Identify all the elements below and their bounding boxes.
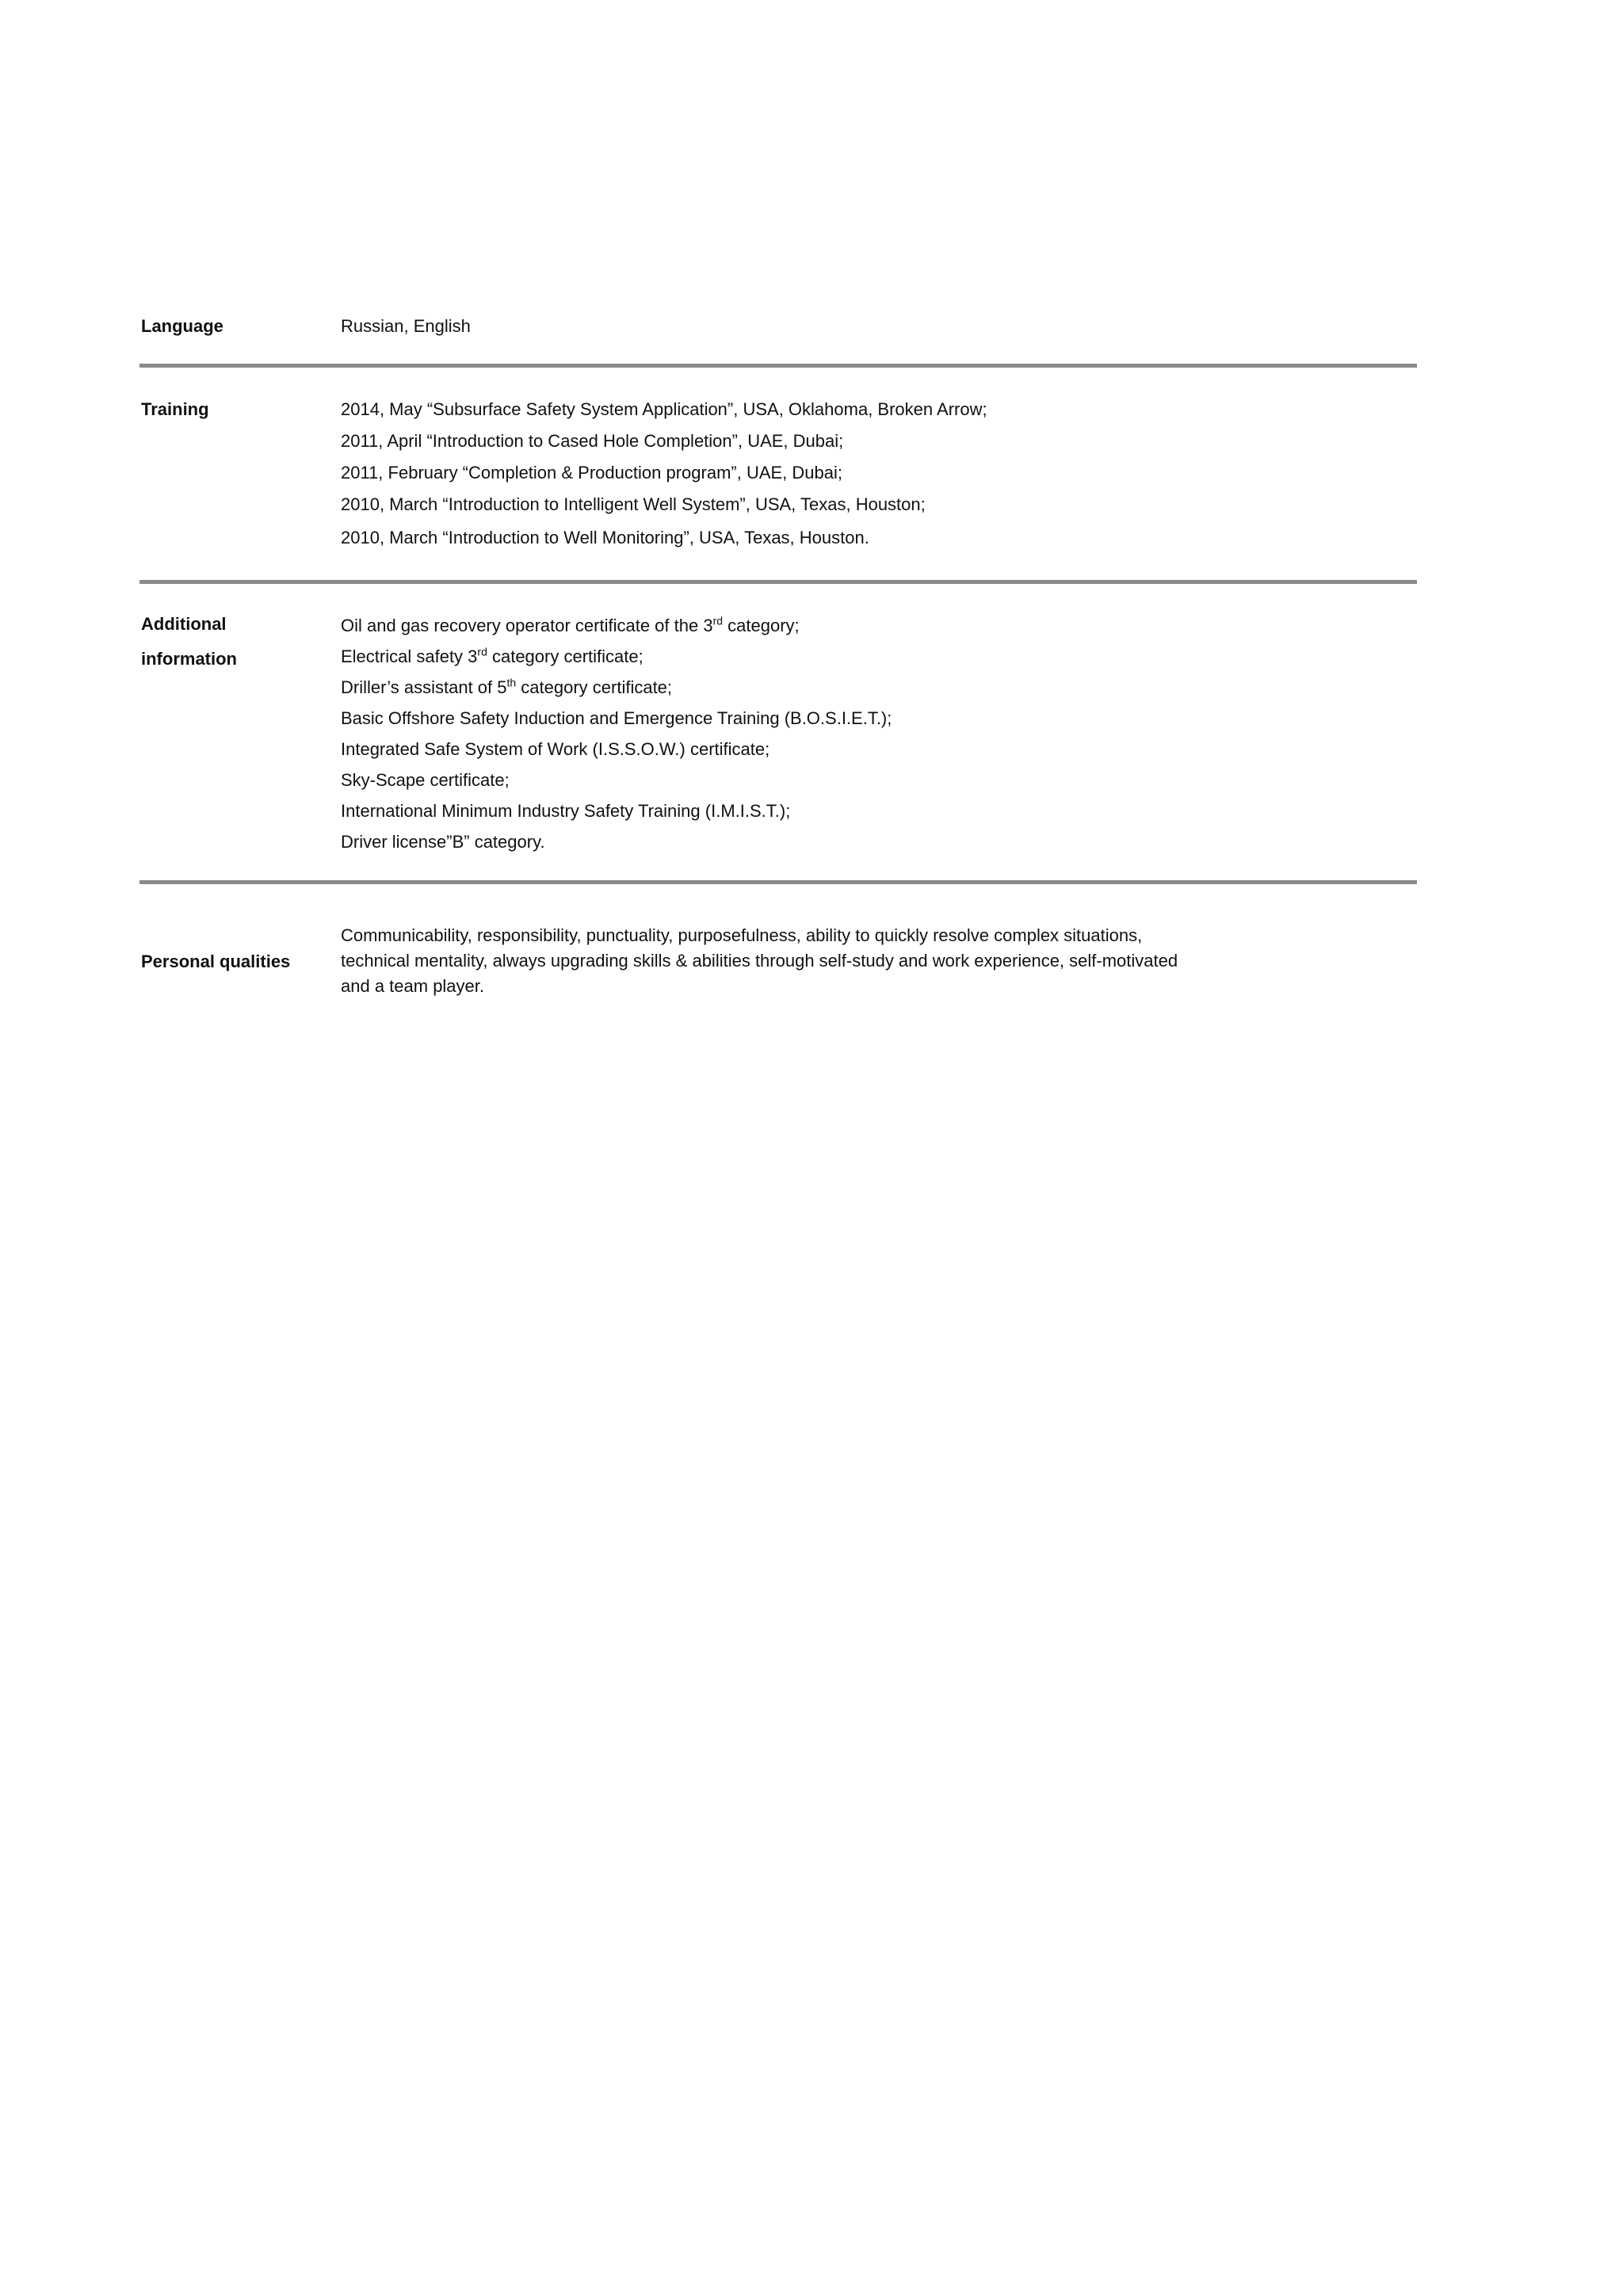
- training-list: [341, 394, 1371, 554]
- additional-item-bosiet: Basic Offshore Safety Induction and Emergence Training (B.O.S.I.E.T.);: [341, 708, 892, 728]
- ordinal-suffix: th: [506, 676, 517, 689]
- additional-label-line1: Additional: [141, 614, 227, 634]
- additional-item-electrical-safety: [341, 641, 1371, 672]
- personal-qualities-line: Communicability, responsibility, punctuality, purposefulness, ability to quickly resolve complex situations,: [341, 925, 1143, 945]
- personal-qualities-label: Personal qualities: [141, 952, 291, 971]
- additional-item-text: Driller’s assistant of 5: [341, 677, 507, 697]
- personal-qualities-text: [341, 923, 1371, 999]
- training-item: 2010, March “Introduction to Intelligent Well System”, USA, Texas, Houston;: [341, 494, 926, 514]
- personal-qualities-line: technical mentality, always upgrading skills & abilities through self-study and work experience, self-motivated: [341, 951, 1178, 971]
- additional-item-driver-license: Driver license”B” category.: [341, 832, 545, 852]
- training-item: 2010, March “Introduction to Well Monitoring”, USA, Texas, Houston.: [341, 528, 869, 547]
- divider-additional: [139, 880, 1417, 884]
- additional-item-operator-cert: [341, 610, 1371, 641]
- training-label: Training: [141, 399, 209, 419]
- divider-language: [139, 364, 1417, 368]
- ordinal-suffix: rd: [477, 645, 487, 658]
- additional-label-line2: information: [141, 649, 237, 669]
- language-value: Russian, English: [341, 316, 471, 336]
- additional-item-text: Oil and gas recovery operator certificate of the 3: [341, 616, 713, 635]
- language-label: Language: [141, 316, 223, 336]
- training-item: 2014, May “Subsurface Safety System Application”, USA, Oklahoma, Broken Arrow;: [341, 399, 987, 419]
- ordinal-suffix: rd: [712, 614, 724, 627]
- additional-list: [341, 610, 1371, 857]
- additional-item-issow: Integrated Safe System of Work (I.S.S.O.W.) certificate;: [341, 739, 770, 759]
- divider-training: [139, 580, 1417, 584]
- personal-qualities-line: and a team player.: [341, 976, 485, 996]
- additional-item-drillers-assistant: [341, 672, 1371, 703]
- additional-item-text: category;: [723, 616, 800, 635]
- additional-item-text: category certificate;: [487, 646, 643, 666]
- additional-item-text: category certificate;: [516, 677, 673, 697]
- additional-item-imist: International Minimum Industry Safety Training (I.M.I.S.T.);: [341, 801, 791, 821]
- additional-item-text: Electrical safety 3: [341, 646, 478, 666]
- additional-item-sky-scape: Sky-Scape certificate;: [341, 770, 510, 790]
- training-item: 2011, April “Introduction to Cased Hole Completion”, UAE, Dubai;: [341, 431, 844, 451]
- additional-label: [141, 607, 237, 677]
- training-item: 2011, February “Completion & Production program”, UAE, Dubai;: [341, 463, 842, 482]
